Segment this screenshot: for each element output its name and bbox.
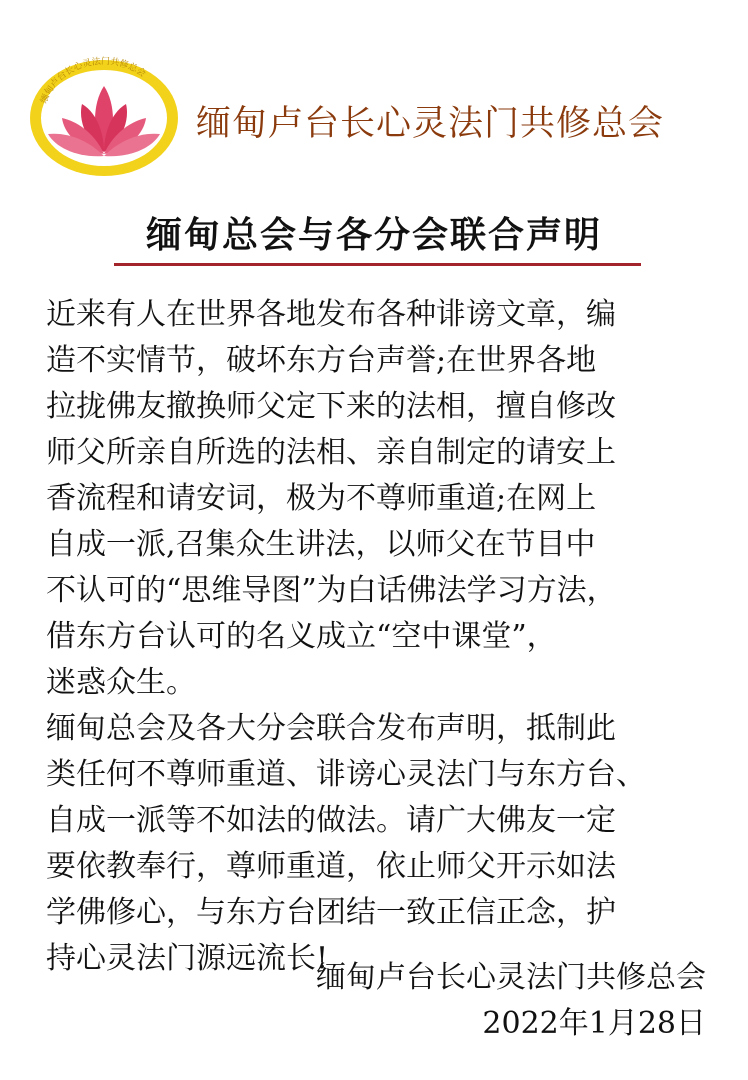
body-line: 自成一派,召集众生讲法，以师父在节目中 xyxy=(46,527,596,562)
signature-block xyxy=(316,955,706,1047)
statement-body xyxy=(46,292,736,982)
body-line: 拉拢佛友撤换师父定下来的法相，擅自修改 xyxy=(46,389,616,424)
body-line: 近来有人在世界各地发布各种诽谤文章，编 xyxy=(46,297,616,332)
body-line: 香流程和请安词，极为不尊师重道;在网上 xyxy=(46,481,597,516)
signature-org: 缅甸卢台长心灵法门共修总会 xyxy=(316,960,706,995)
header xyxy=(0,0,748,190)
document-title: 缅甸总会与各分会联合声明 xyxy=(145,214,602,256)
logo-ring-text: 缅甸卢台长心灵法门共修总会 xyxy=(39,56,148,105)
body-line: 自成一派等不如法的做法。请广大佛友一定 xyxy=(46,803,616,838)
title-underline xyxy=(114,263,641,266)
signature-date: 2022年1月28日 xyxy=(482,1006,706,1041)
body-line: 学佛修心，与东方台团结一致正信正念，护 xyxy=(46,895,616,930)
body-line: 持心灵法门源远流长! xyxy=(46,941,329,976)
body-line: 不认可的“思维导图”为白话佛法学习方法， xyxy=(46,573,617,608)
org-name: 缅甸卢台长心灵法门共修总会 xyxy=(196,104,665,144)
body-line: 缅甸总会及各大分会联合发布声明，抵制此 xyxy=(46,711,616,746)
body-line: 要依教奉行，尊师重道，依止师父开示如法 xyxy=(46,849,616,884)
body-line: 类任何不尊师重道、诽谤心灵法门与东方台、 xyxy=(46,757,646,792)
body-line: 造不实情节，破坏东方台声誉;在世界各地 xyxy=(46,343,597,378)
body-line: 师父所亲自所选的法相、亲自制定的请安上 xyxy=(46,435,616,470)
lotus-logo xyxy=(28,52,180,178)
body-line: 迷惑众生。 xyxy=(46,665,196,700)
body-line: 借东方台认可的名义成立“空中课堂”， xyxy=(46,619,557,654)
